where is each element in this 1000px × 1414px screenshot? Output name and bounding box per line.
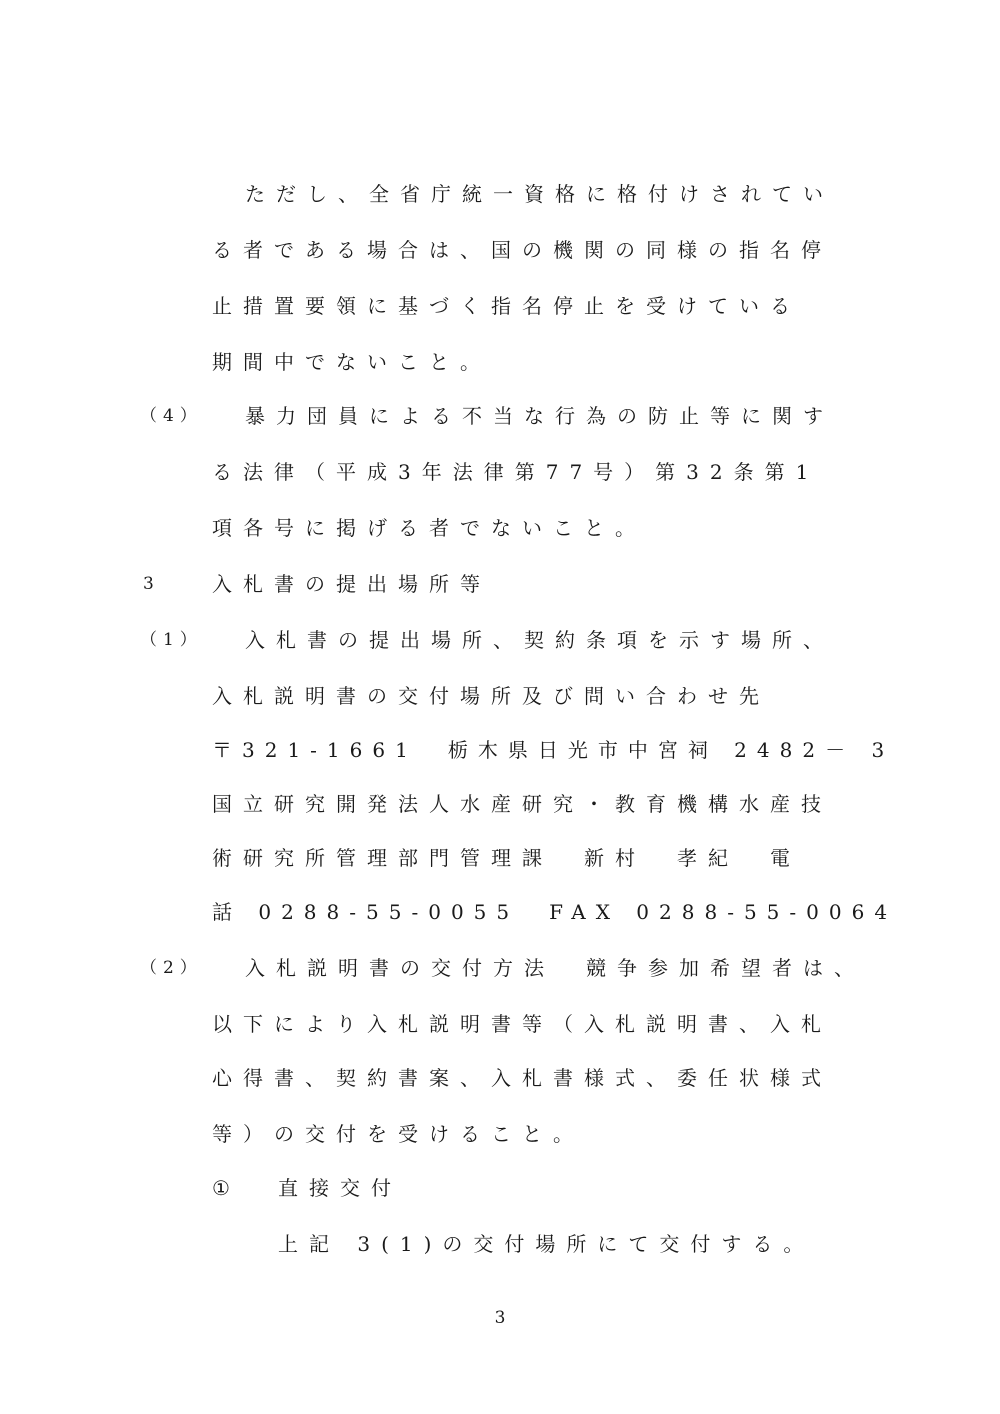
text-line: 心得書、契約書案、入札書様式、委任状様式 xyxy=(212,1066,832,1090)
text-line: 以下により入札説明書等（入札説明書、入札 xyxy=(212,1012,832,1036)
text-line: 術研究所管理部門管理課 新村 孝紀 電 xyxy=(212,846,801,870)
text-line: 国立研究開発法人水産研究・教育機構水産技 xyxy=(212,792,832,816)
text-line: 入札説明書の交付場所及び問い合わせ先 xyxy=(212,684,770,708)
section-number: 3 xyxy=(143,574,160,594)
text-line: る者である場合は、国の機関の同様の指名停 xyxy=(212,238,832,262)
text-line: ただし、全省庁統一資格に格付けされてい xyxy=(245,182,834,206)
item-marker: （4） xyxy=(140,406,203,426)
item-title: 直接交付 xyxy=(278,1176,402,1200)
text-line: 期間中でないこと。 xyxy=(212,350,491,374)
item-marker: （1） xyxy=(140,630,203,650)
text-line: 暴力団員による不当な行為の防止等に関す xyxy=(245,404,834,428)
text-line: 項各号に掲げる者でないこと。 xyxy=(212,516,646,540)
page-number: 3 xyxy=(494,1308,506,1328)
section-title: 入札書の提出場所等 xyxy=(212,572,491,596)
item-marker: ① xyxy=(212,1176,237,1200)
item-marker: （2） xyxy=(140,958,203,978)
text-line: 上記 3(1)の交付場所にて交付する。 xyxy=(278,1232,815,1256)
address-line: 〒321-1661 栃木県日光市中宮祠 2482－ 3 xyxy=(212,738,895,762)
text-line: 止措置要領に基づく指名停止を受けている xyxy=(212,294,801,318)
text-line: 等）の交付を受けること。 xyxy=(212,1122,584,1146)
text-line: 入札書の提出場所、契約条項を示す場所、 xyxy=(245,628,834,652)
phone-fax-line: 話 0288-55-0055 FAX 0288-55-0064 xyxy=(212,900,898,924)
text-line: 入札説明書の交付方法 競争参加希望者は、 xyxy=(245,956,865,980)
text-line: る法律（平成3年法律第77号）第32条第1 xyxy=(212,460,820,484)
